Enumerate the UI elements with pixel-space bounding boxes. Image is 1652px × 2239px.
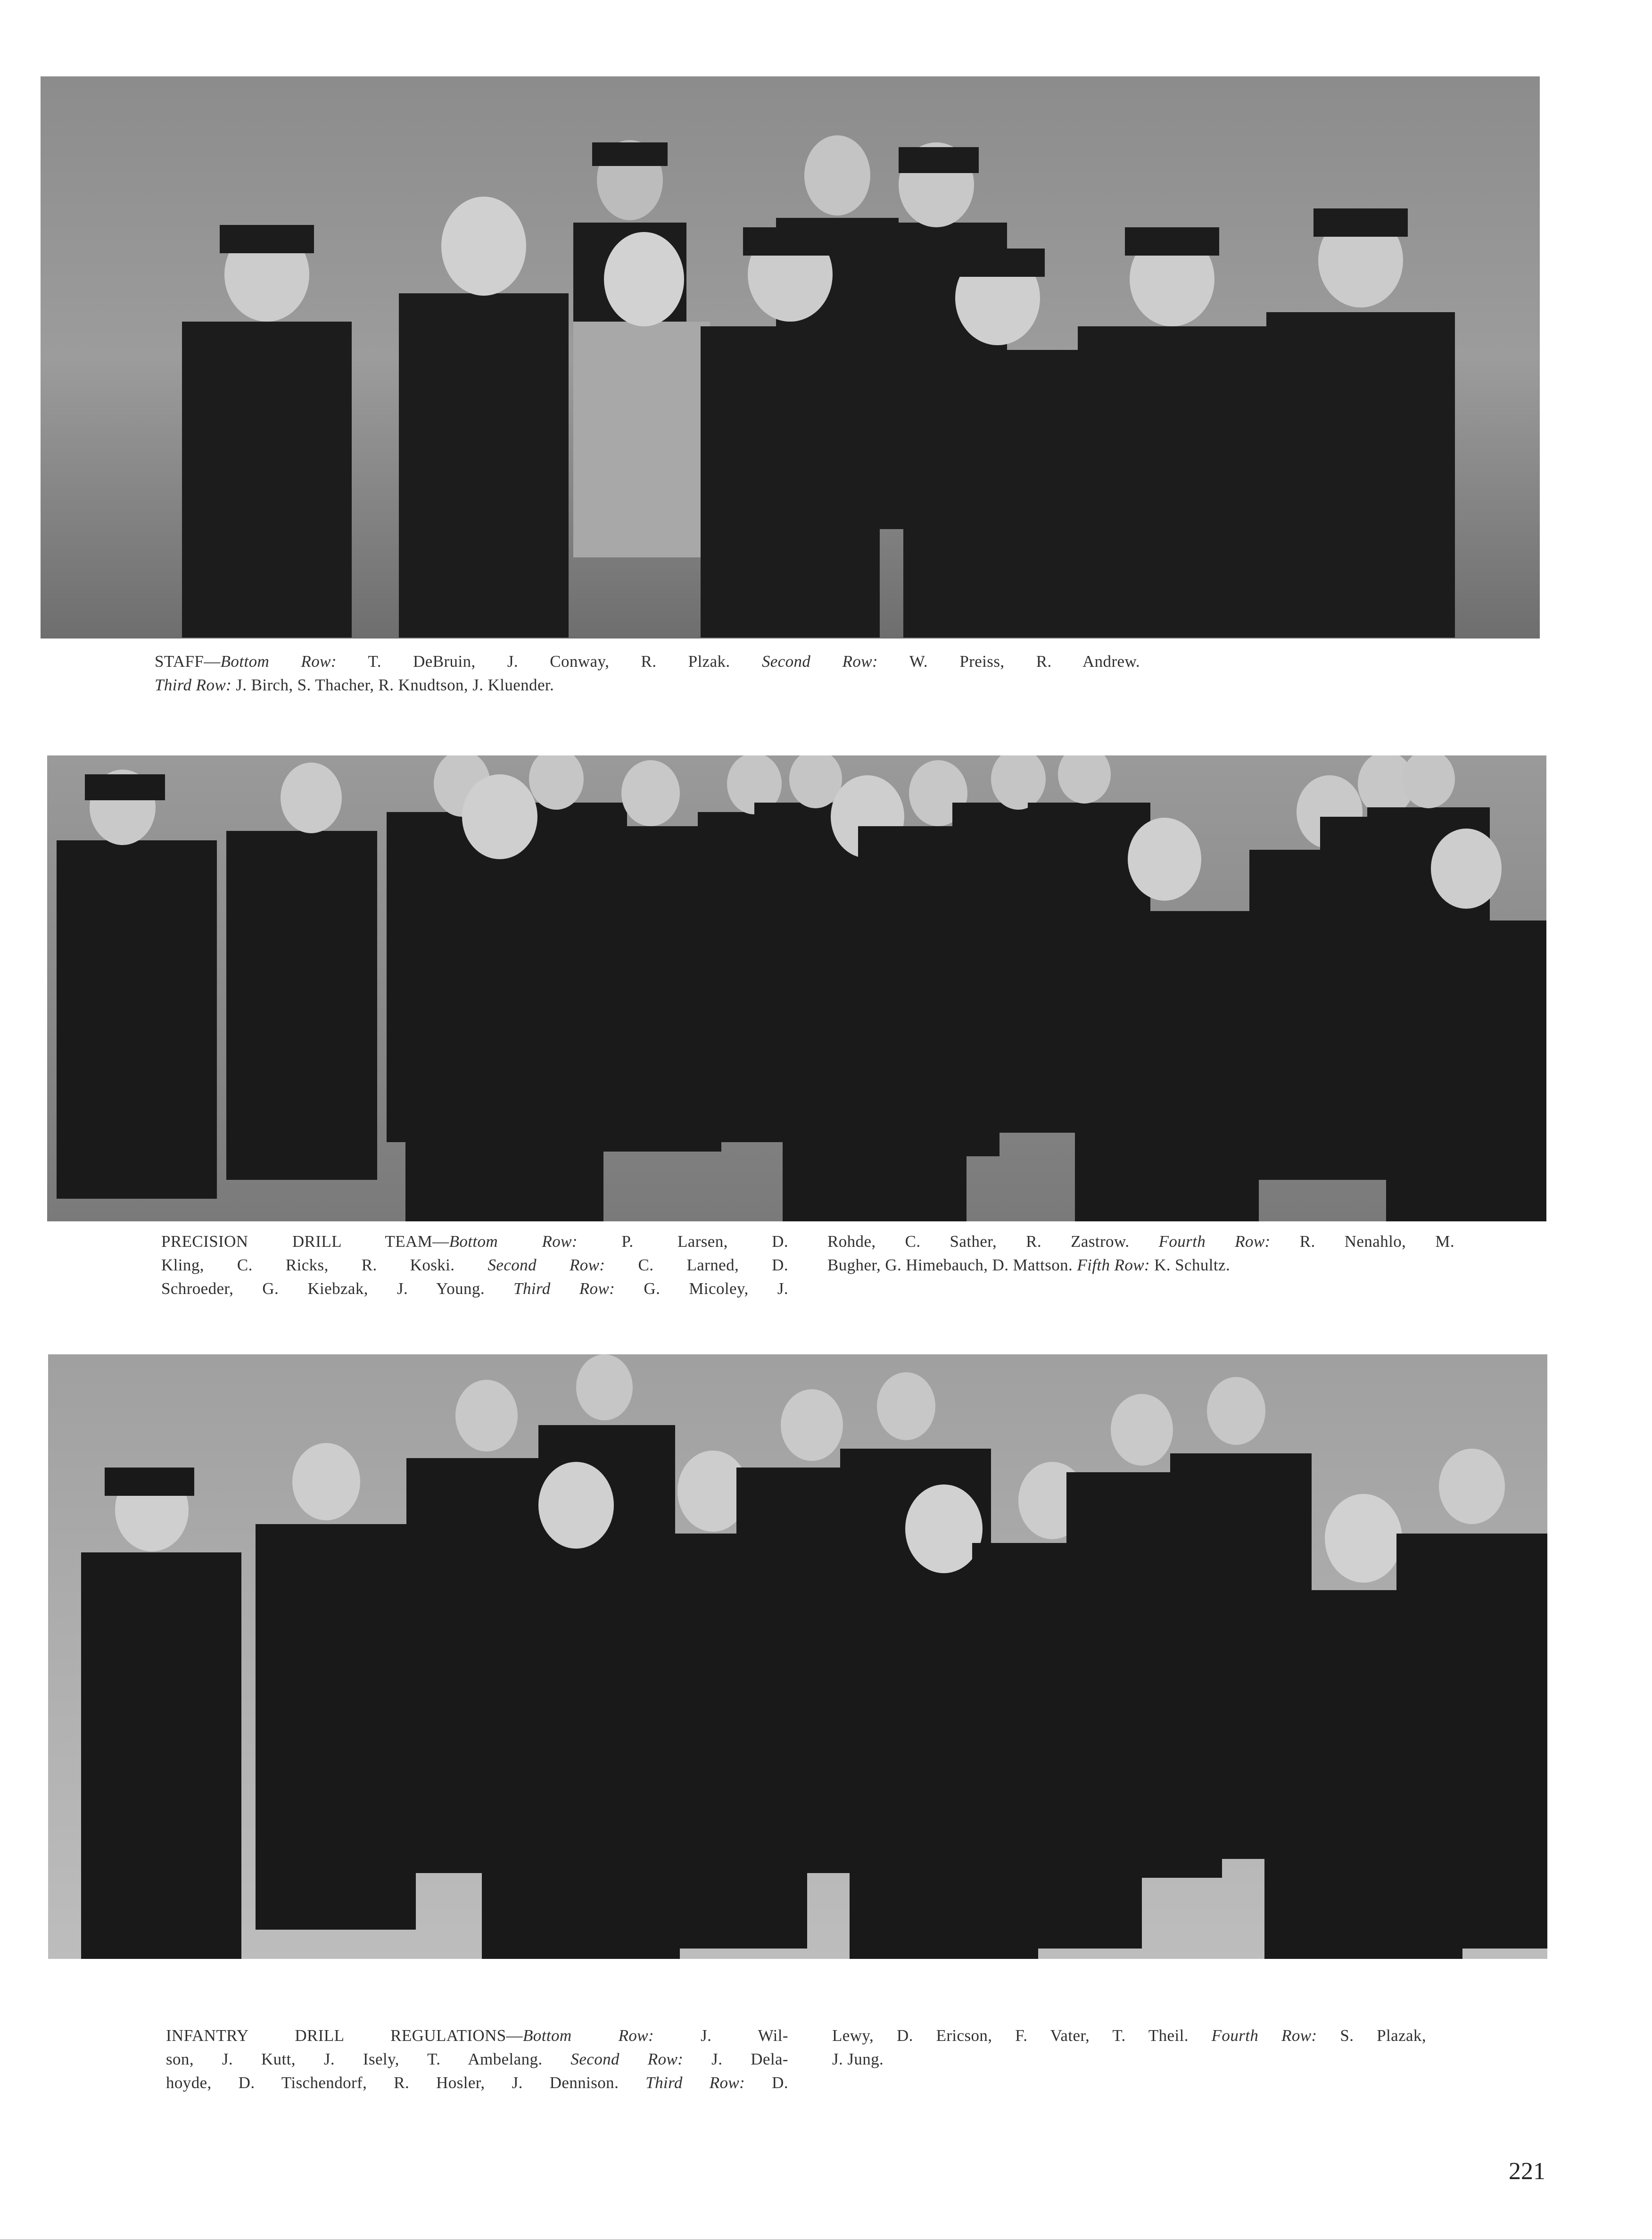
row-label: Third Row: [155, 676, 232, 694]
names-text: Kling, C. Ricks, R. Koski. [161, 1256, 455, 1274]
row-label: Second Row: [761, 652, 878, 671]
names-text: Schroeder, G. Kiebzak, J. Young. [161, 1279, 514, 1298]
names-text: hoyde, D. Tischendorf, R. Hosler, J. Dennison. [166, 2073, 646, 2092]
row-label: Fourth Row: [1158, 1232, 1271, 1251]
names-text: T. DeBruin, J. Conway, R. Plzak. [336, 652, 762, 671]
names-text: J. Jung. [832, 2050, 884, 2068]
row-label: Bottom Row: [523, 2026, 654, 2045]
names-text: Bugher, G. Himebauch, D. Mattson. [827, 1256, 1077, 1274]
names-text: D. [745, 2073, 788, 2092]
precision-caption-line-4 [827, 1230, 1454, 1253]
row-label: Second Row: [487, 1256, 605, 1274]
infantry-caption-line-1 [166, 2024, 788, 2048]
names-text: Rohde, C. Sather, R. Zastrow. [827, 1232, 1159, 1251]
row-label: Fourth Row: [1211, 2026, 1317, 2045]
row-label: Bottom Row: [220, 652, 337, 671]
precision-caption-line-1 [161, 1230, 788, 1253]
precision-drill-team-photo [47, 755, 1546, 1221]
row-label: Bottom Row: [449, 1232, 578, 1251]
names-text: Lewy, D. Ericson, F. Vater, T. Theil. [832, 2026, 1212, 2045]
precision-caption-col-2 [827, 1230, 1454, 1277]
names-text: W. Preiss, R. Andrew. [878, 652, 1140, 671]
infantry-caption-line-5 [832, 2048, 1426, 2071]
staff-photo [41, 76, 1540, 639]
names-text: R. Nenahlo, M. [1270, 1232, 1454, 1251]
staff-caption-line-2 [155, 673, 1140, 697]
names-text: C. Larned, D. [638, 1256, 788, 1274]
row-label: Second Row: [570, 2050, 684, 2068]
staff-caption [155, 650, 1140, 697]
infantry-caption-col-2 [832, 2024, 1426, 2071]
staff-caption-label: STAFF— [155, 652, 221, 671]
names-text: S. Plazak, [1317, 2026, 1426, 2045]
infantry-caption-label: INFANTRY DRILL REGULATIONS— [166, 2026, 523, 2045]
row-label: Fifth Row: [1077, 1256, 1150, 1274]
names-text: G. Micoley, J. [615, 1279, 789, 1298]
names-text: J. Dela- [683, 2050, 788, 2068]
precision-caption-line-5 [827, 1253, 1454, 1277]
infantry-caption-line-2 [166, 2048, 788, 2071]
precision-caption-label: PRECISION DRILL TEAM— [161, 1232, 449, 1251]
row-label: Third Row: [513, 1279, 615, 1298]
names-text: son, J. Kutt, J. Isely, T. Ambelang. [166, 2050, 571, 2068]
precision-caption-line-3 [161, 1277, 788, 1301]
names-text: J. Wil- [654, 2026, 788, 2045]
infantry-caption-line-4 [832, 2024, 1426, 2048]
infantry-caption-col-1 [166, 2024, 788, 2095]
page-number: 221 [1509, 2158, 1545, 2185]
precision-caption-line-2 [161, 1253, 788, 1277]
precision-caption-col-1 [161, 1230, 788, 1301]
names-text: J. Birch, S. Thacher, R. Knudtson, J. Kluender. [231, 676, 554, 694]
names-text: K. Schultz. [1150, 1256, 1231, 1274]
infantry-caption-line-3 [166, 2071, 788, 2095]
staff-caption-line-1 [155, 650, 1140, 673]
infantry-drill-regulations-photo [48, 1354, 1547, 1959]
names-text: P. Larsen, D. [578, 1232, 789, 1251]
row-label: Third Row: [645, 2073, 745, 2092]
